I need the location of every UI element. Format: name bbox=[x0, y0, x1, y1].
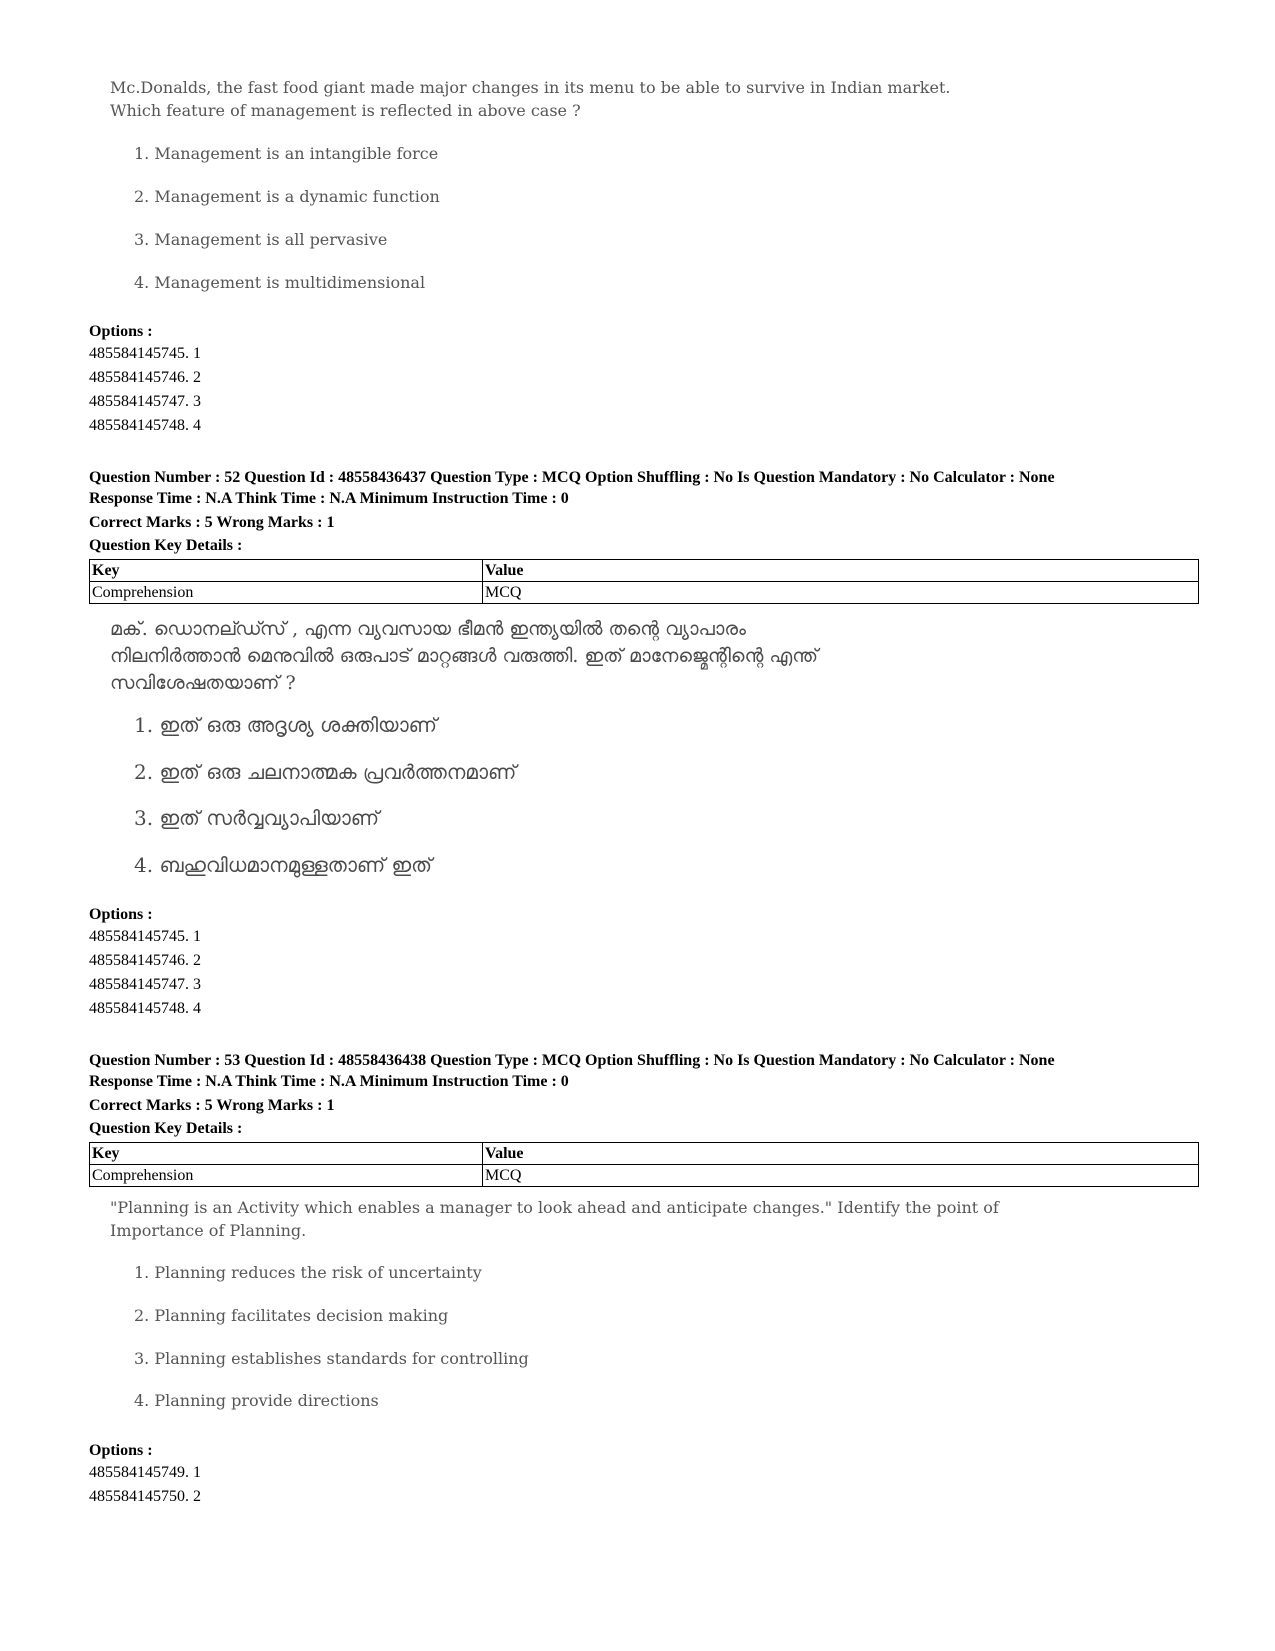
options-label: Options : bbox=[89, 1442, 153, 1459]
q51-choice-2: 2. Management is a dynamic function bbox=[134, 187, 440, 206]
option-id: 485584145750. 2 bbox=[89, 1488, 201, 1505]
q53-choice-2: 2. Planning facilitates decision making bbox=[134, 1306, 449, 1325]
q52-options bbox=[89, 904, 1199, 1021]
q52-stem-line-2: നിലനിർത്താൻ മെനുവിൽ ഒരുപാട് മാറ്റങ്ങൾ വരുത്തി. ഇത് മാനേജ്മെന്റിന്റെ എന്ത് bbox=[110, 645, 819, 667]
question-key-table bbox=[89, 1142, 1199, 1187]
option-id: 485584145745. 1 bbox=[89, 345, 201, 362]
table-cell-value: MCQ bbox=[483, 582, 1199, 604]
option-id: 485584145745. 1 bbox=[89, 928, 201, 945]
options-label: Options : bbox=[89, 906, 153, 923]
table-header-value: Value bbox=[483, 1143, 1199, 1165]
q53-stem-line-1: "Planning is an Activity which enables a manager to look ahead and anticipate changes." Identify the point of bbox=[110, 1198, 999, 1217]
q52-stem-line-1: മക്. ഡൊനല്ഡ്സ് , എന്ന വ്യവസായ ഭീമൻ ഇന്ത്യയിൽ തന്റെ വ്യാപാരം bbox=[110, 618, 746, 640]
question-meta-line-1: Question Number : 52 Question Id : 48558436437 Question Type : MCQ Option Shuffling : No Is Question Mandatory : No Calculator : None bbox=[89, 469, 1055, 486]
table-header-row bbox=[90, 1143, 1199, 1165]
table-header-key: Key bbox=[90, 560, 483, 582]
q52-header bbox=[89, 467, 1199, 604]
option-id: 485584145748. 4 bbox=[89, 417, 201, 434]
q53-stem-line-2: Importance of Planning. bbox=[110, 1221, 307, 1240]
q51-choice-3: 3. Management is all pervasive bbox=[134, 230, 388, 249]
q52-choice-3: 3. ഇത് സർവ്വവ്യാപിയാണ് bbox=[134, 806, 380, 830]
option-id: 485584145746. 2 bbox=[89, 952, 201, 969]
option-id: 485584145746. 2 bbox=[89, 369, 201, 386]
table-row bbox=[90, 1165, 1199, 1187]
option-id: 485584145747. 3 bbox=[89, 393, 201, 410]
q53-header bbox=[89, 1050, 1199, 1187]
option-id: 485584145747. 3 bbox=[89, 976, 201, 993]
table-row bbox=[90, 582, 1199, 604]
q51-choice-1: 1. Management is an intangible force bbox=[134, 144, 439, 163]
question-key-details-label: Question Key Details : bbox=[89, 1120, 243, 1137]
table-header-row bbox=[90, 560, 1199, 582]
table-cell-key: Comprehension bbox=[90, 1165, 483, 1187]
question-meta-line-2: Response Time : N.A Think Time : N.A Minimum Instruction Time : 0 bbox=[89, 490, 569, 507]
q53-choice-3: 3. Planning establishes standards for controlling bbox=[134, 1349, 529, 1368]
option-id: 485584145748. 4 bbox=[89, 1000, 201, 1017]
q53-choice-1: 1. Planning reduces the risk of uncertainty bbox=[134, 1263, 482, 1282]
q53-choice-4: 4. Planning provide directions bbox=[134, 1391, 379, 1410]
options-label: Options : bbox=[89, 323, 153, 340]
q52-choice-1: 1. ഇത് ഒരു അദൃശ്യ ശക്തിയാണ് bbox=[134, 713, 437, 737]
table-header-value: Value bbox=[483, 560, 1199, 582]
q51-choice-4: 4. Management is multidimensional bbox=[134, 273, 426, 292]
q52-stem-line-3: സവിശേഷതയാണ് ? bbox=[110, 672, 296, 694]
q52-choice-2: 2. ഇത് ഒരു ചലനാത്മക പ്രവർത്തനമാണ് bbox=[134, 760, 517, 784]
question-marks: Correct Marks : 5 Wrong Marks : 1 bbox=[89, 1097, 335, 1114]
q53-options bbox=[89, 1440, 1199, 1509]
q51-options bbox=[89, 321, 1199, 438]
table-header-key: Key bbox=[90, 1143, 483, 1165]
question-meta-line-2: Response Time : N.A Think Time : N.A Minimum Instruction Time : 0 bbox=[89, 1073, 569, 1090]
table-cell-value: MCQ bbox=[483, 1165, 1199, 1187]
option-id: 485584145749. 1 bbox=[89, 1464, 201, 1481]
q51-stem-line-1: Mc.Donalds, the fast food giant made major changes in its menu to be able to survive in Indian market. bbox=[110, 78, 951, 97]
question-meta-line-1: Question Number : 53 Question Id : 48558436438 Question Type : MCQ Option Shuffling : No Is Question Mandatory : No Calculator : None bbox=[89, 1052, 1055, 1069]
question-marks: Correct Marks : 5 Wrong Marks : 1 bbox=[89, 514, 335, 531]
q51-stem-line-2: Which feature of management is reflected in above case ? bbox=[110, 101, 581, 120]
q52-choice-4: 4. ബഹുവിധമാനമുള്ളതാണ് ഇത് bbox=[134, 853, 433, 877]
table-cell-key: Comprehension bbox=[90, 582, 483, 604]
question-key-table bbox=[89, 559, 1199, 604]
question-key-details-label: Question Key Details : bbox=[89, 537, 243, 554]
